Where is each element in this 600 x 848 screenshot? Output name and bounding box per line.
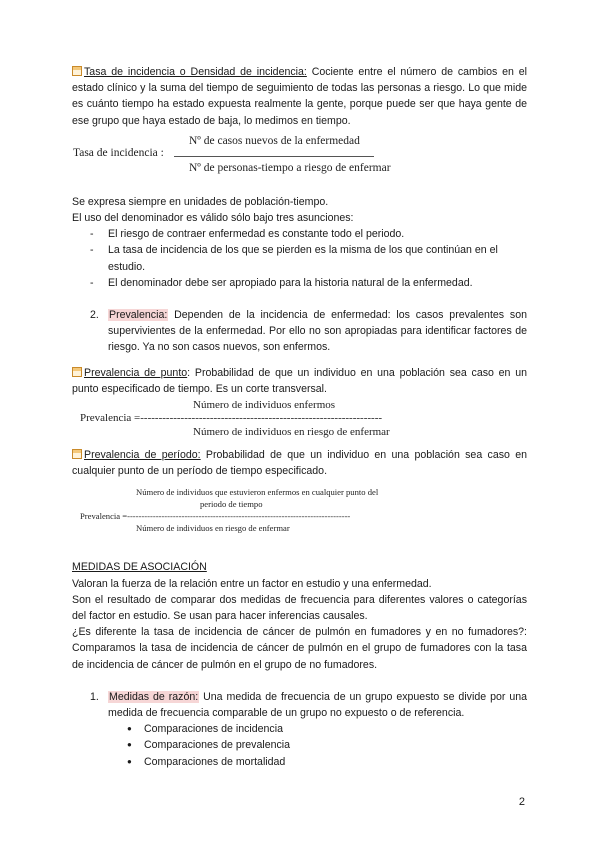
prevalence-term: Prevalencia: xyxy=(109,309,168,322)
formula-label: Prevalencia =------------------------------------------------------------------ xyxy=(80,412,383,425)
list-item: - El riesgo de contraer enfermedad es constante todo el periodo. xyxy=(72,226,527,242)
incidence-rate-text: Cociente entre el número de cambios en el estado clínico y la suma del tiempo de seguimiento de todas las personas a riesgo. Lo que mide es cuánto tiempo ha estado expuesta realmente la gente, porque puede ser que haya gente de ese grupo que haya estado de baja, lo medimos en tiempo. xyxy=(72,66,527,127)
formula-denominator: Nº de personas-tiempo a riesgo de enfermar xyxy=(189,161,391,174)
calendar-icon xyxy=(72,367,82,377)
list-item: - La tasa de incidencia de los que se pierden es la misma de los que continúan en el estudio. xyxy=(72,242,527,274)
list-item: ● Comparaciones de mortalidad xyxy=(72,754,527,770)
ratio-measures-term: Medidas de razón: xyxy=(109,690,199,703)
point-prevalence-formula xyxy=(72,397,527,439)
comparisons-list xyxy=(72,721,527,770)
ratio-measures-text: Una medida de frecuencia de un grupo expuesto se divide por una medida de frecuencia comparable de un grupo no expuesto o de referencia. xyxy=(108,690,528,720)
item-number: 2. xyxy=(90,309,99,322)
fraction-line xyxy=(174,156,374,157)
formula-numerator: Nº de casos nuevos de la enfermedad xyxy=(189,134,360,147)
calendar-icon xyxy=(72,449,82,459)
association-heading: MEDIDAS DE ASOCIACIÓN xyxy=(72,561,207,574)
ratio-measures-item xyxy=(72,689,527,721)
formula-label: Prevalencia =------------------------------------------------------------------------------ xyxy=(80,511,351,522)
item-number: 1. xyxy=(90,690,99,703)
period-prevalence-formula xyxy=(72,479,527,535)
period-prevalence-text: Probabilidad de que un individuo en una población sea caso en cualquier punto de un período de tiempo especificado. xyxy=(72,449,527,478)
incidence-rate-heading: Tasa de incidencia o Densidad de incidencia: xyxy=(84,66,307,78)
association-p2: Son el resultado de comparar dos medidas de frecuencia para diferentes valores o categorías del factor en estudio. Se usan para hacer inferencias causales. xyxy=(72,593,527,623)
units-paragraph: Se expresa siempre en unidades de población-tiempo. xyxy=(72,195,329,208)
point-prevalence-heading: Prevalencia de punto xyxy=(84,366,188,379)
period-prevalence-heading: Prevalencia de período: xyxy=(84,449,201,462)
assumptions-list xyxy=(72,226,527,291)
document-page xyxy=(72,64,527,770)
incidence-rate-paragraph xyxy=(72,64,527,129)
association-p3: ¿Es diferente la tasa de incidencia de cáncer de pulmón en fumadores y en no fumadores?: Comparamos la tasa de incidencia de cáncer de pulmón en el grupo de fumadores con la tasa de incidencia de cáncer de pulmón en el grupo de no fumadores. xyxy=(72,626,527,671)
formula-numerator-line2: periodo de tiempo xyxy=(200,499,263,510)
list-item: - El denominador debe ser apropiado para la historia natural de la enfermedad. xyxy=(72,275,527,291)
formula-denominator: Número de individuos en riesgo de enfermar xyxy=(136,523,290,534)
formula-denominator: Número de individuos en riesgo de enfermar xyxy=(193,426,390,439)
list-item: ● Comparaciones de prevalencia xyxy=(72,737,527,753)
list-item: ● Comparaciones de incidencia xyxy=(72,721,527,737)
period-prevalence-paragraph xyxy=(72,447,527,479)
prevalence-item xyxy=(72,307,527,356)
prevalence-text: Dependen de la incidencia de enfermedad: los casos prevalentes son supervivientes de la enfermedad. Por ello no son apropiadas para identificar factores de riesgo. Ya no son casos nuevos, son enfermos. xyxy=(108,309,527,354)
page-number: 2 xyxy=(518,796,525,808)
association-p1: Valoran la fuerza de la relación entre un factor en estudio y una enfermedad. xyxy=(72,577,432,590)
point-prevalence-paragraph xyxy=(72,365,527,397)
calendar-icon xyxy=(72,66,82,76)
point-prevalence-text: : Probabilidad de que un individuo en una población sea caso en un punto especificado de tiempo. Es un corte transversal. xyxy=(72,366,527,395)
formula-numerator: Número de individuos enfermos xyxy=(193,399,336,412)
formula-label: Tasa de incidencia : xyxy=(73,146,164,159)
formula-numerator-line1: Número de individuos que estuvieron enfermos en cualquier punto del xyxy=(136,487,379,498)
incidence-rate-formula xyxy=(72,133,527,177)
assumptions-intro: El uso del denominador es válido sólo bajo tres asunciones: xyxy=(72,212,354,225)
